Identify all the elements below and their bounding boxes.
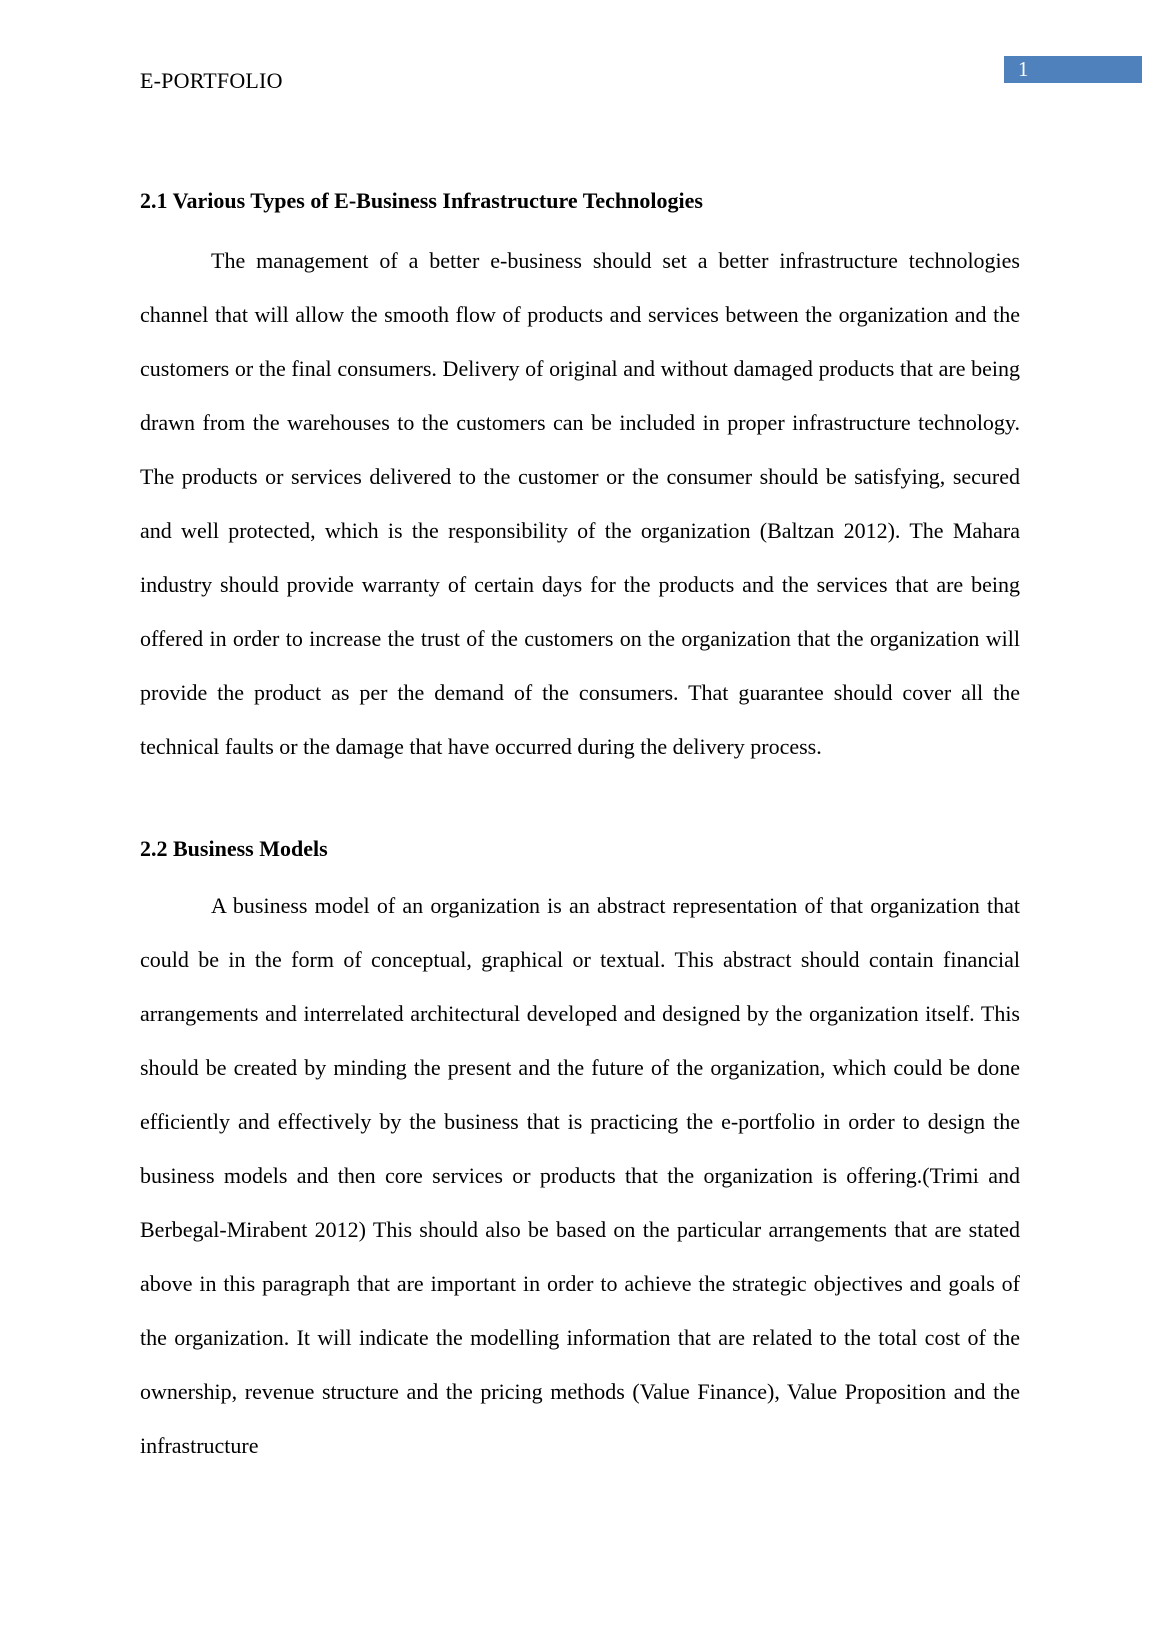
running-head-title: E-PORTFOLIO — [140, 68, 283, 93]
document-body — [140, 186, 1020, 1473]
section-paragraph-2-1: The management of a better e-business should set a better infrastructure technologies channel that will allow the smooth flow of products and services between the organization and the customers or the final consumers. Delivery of original and without damaged products that are being drawn from the warehouses to the customers can be included in proper infrastructure technology. The products or services delivered to the customer or the consumer should be satisfying, secured and well protected, which is the responsibility of the organization (Baltzan 2012). The Mahara industry should provide warranty of certain days for the products and the services that are being offered in order to increase the trust of the customers on the organization that the organization will provide the product as per the demand of the consumers. That guarantee should cover all the technical faults or the damage that have occurred during the delivery process. — [140, 248, 1020, 759]
section-heading-2-1: 2.1 Various Types of E-Business Infrastructure Technologies — [140, 188, 703, 213]
page-number: 1 — [1018, 57, 1029, 81]
section-paragraph-2-2: A business model of an organization is an abstract representation of that organization that could be in the form of conceptual, graphical or textual. This abstract should contain financial arrangements and interrelated architectural developed and designed by the organization itself. This should be created by minding the present and the future of the organization, which could be done efficiently and effectively by the business that is practicing the e-portfolio in order to design the business models and then core services or products that the organization is offering.(Trimi and Berbegal-Mirabent 2012) This should also be based on the particular arrangements that are stated above in this paragraph that are important in order to achieve the strategic objectives and goals of the organization. It will indicate the modelling information that are related to the total cost of the ownership, revenue structure and the pricing methods (Value Finance), Value Proposition and the infrastructure — [140, 893, 1020, 1458]
page-number-badge — [1004, 56, 1142, 83]
section-heading-2-2: 2.2 Business Models — [140, 836, 328, 861]
